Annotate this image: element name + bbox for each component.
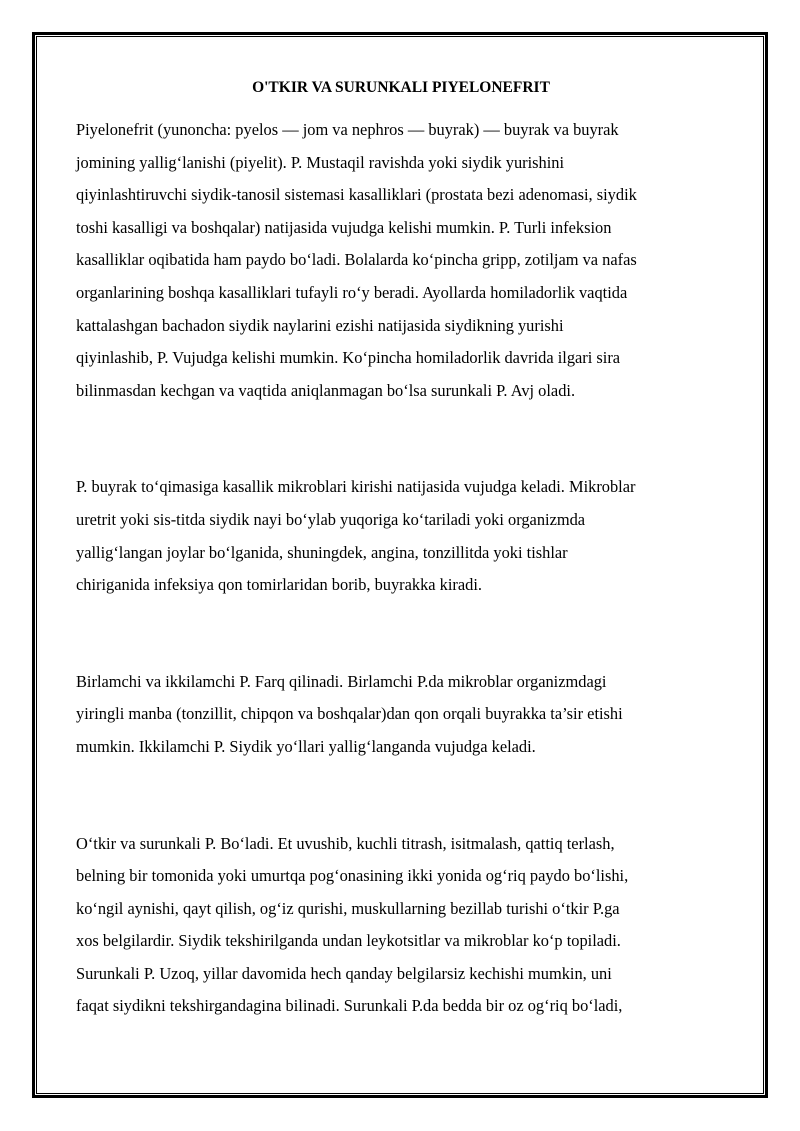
- text-line: belning bir tomonida yoki umurtqa pog‘onasining ikki yonida og‘riq paydo bo‘lishi,: [76, 866, 629, 886]
- text-line: yiringli manba (tonzillit, chipqon va boshqalar)dan qon orqali buyrakka ta’sir etishi: [76, 704, 623, 724]
- paragraph-spacer: [76, 602, 726, 666]
- text-line: O‘tkir va surunkali P. Bo‘ladi. Et uvushib, kuchli titrash, isitmalash, qattiq terlash,: [76, 833, 615, 853]
- text-line: uretrit yoki sis-titda siydik nayi bo‘ylab yuqoriga ko‘tariladi yoki organizmda: [76, 509, 586, 529]
- document-body: [76, 74, 726, 1023]
- text-line: chiriganida infeksiya qon tomirlaridan borib, buyrakka kiradi.: [76, 575, 483, 595]
- paragraph-spacer: [76, 407, 726, 471]
- text-line: kattalashgan bachadon siydik naylarini ezishi natijasida siydikning yurishi: [76, 315, 564, 335]
- text-line: qiyinlashib, P. Vujudga kelishi mumkin. Ko‘pincha homiladorlik davrida ilgari sira: [76, 348, 621, 368]
- text-line: mumkin. Ikkilamchi P. Siydik yo‘llari yallig‘langanda vujudga keladi.: [76, 736, 536, 756]
- text-line: jomining yallig‘lanishi (piyelit). P. Mustaqil ravishda yoki siydik yurishini: [76, 152, 565, 172]
- paragraph-definition: [76, 114, 726, 407]
- text-line: xos belgilardir. Siydik tekshirilganda undan leykotsitlar va mikroblar ko‘p topiladi.: [76, 931, 621, 951]
- text-line: P. buyrak to‘qimasiga kasallik mikroblari kirishi natijasida vujudga keladi. Mikroblar: [76, 477, 636, 497]
- text-line: ko‘ngil aynishi, qayt qilish, og‘iz qurishi, muskullarning bezillab turishi o‘tkir P.ga: [76, 898, 620, 918]
- document-title: O'TKIR VA SURUNKALI PIYELONEFRIT: [252, 79, 550, 96]
- text-line: Birlamchi va ikkilamchi P. Farq qilinadi. Birlamchi P.da mikroblar organizmdagi: [76, 671, 607, 691]
- text-line: Piyelonefrit (yunoncha: pyelos — jom va nephros — buyrak) — buyrak va buyrak: [76, 120, 619, 139]
- paragraph-spacer: [76, 764, 726, 828]
- text-line: kasalliklar oqibatida ham paydo bo‘ladi. Bolalarda ko‘pincha gripp, zotiljam va nafas: [76, 250, 637, 270]
- text-line: yallig‘langan joylar bo‘lganida, shuningdek, angina, tonzillitda yoki tishlar: [76, 542, 568, 562]
- paragraph-types: [76, 666, 726, 764]
- text-line: toshi kasalligi va boshqalar) natijasida vujudga kelishi mumkin. P. Turli infeksion: [76, 217, 612, 237]
- text-line: qiyinlashtiruvchi siydik-tanosil sistemasi kasalliklari (prostata bezi adenomasi, siydik: [76, 185, 637, 205]
- paragraph-symptoms: [76, 828, 726, 1024]
- paragraph-causes: [76, 471, 726, 601]
- text-line: bilinmasdan kechgan va vaqtida aniqlanmagan bo‘lsa surunkali P. Avj oladi.: [76, 380, 576, 400]
- text-line: Surunkali P. Uzoq, yillar davomida hech qanday belgilarsiz kechishi mumkin, uni: [76, 963, 612, 983]
- text-line: faqat siydikni tekshirgandagina bilinadi. Surunkali P.da bedda bir oz og‘riq bo‘ladi,: [76, 996, 623, 1016]
- text-line: organlarining boshqa kasalliklari tufayli ro‘y beradi. Ayollarda homiladorlik vaqtida: [76, 282, 628, 302]
